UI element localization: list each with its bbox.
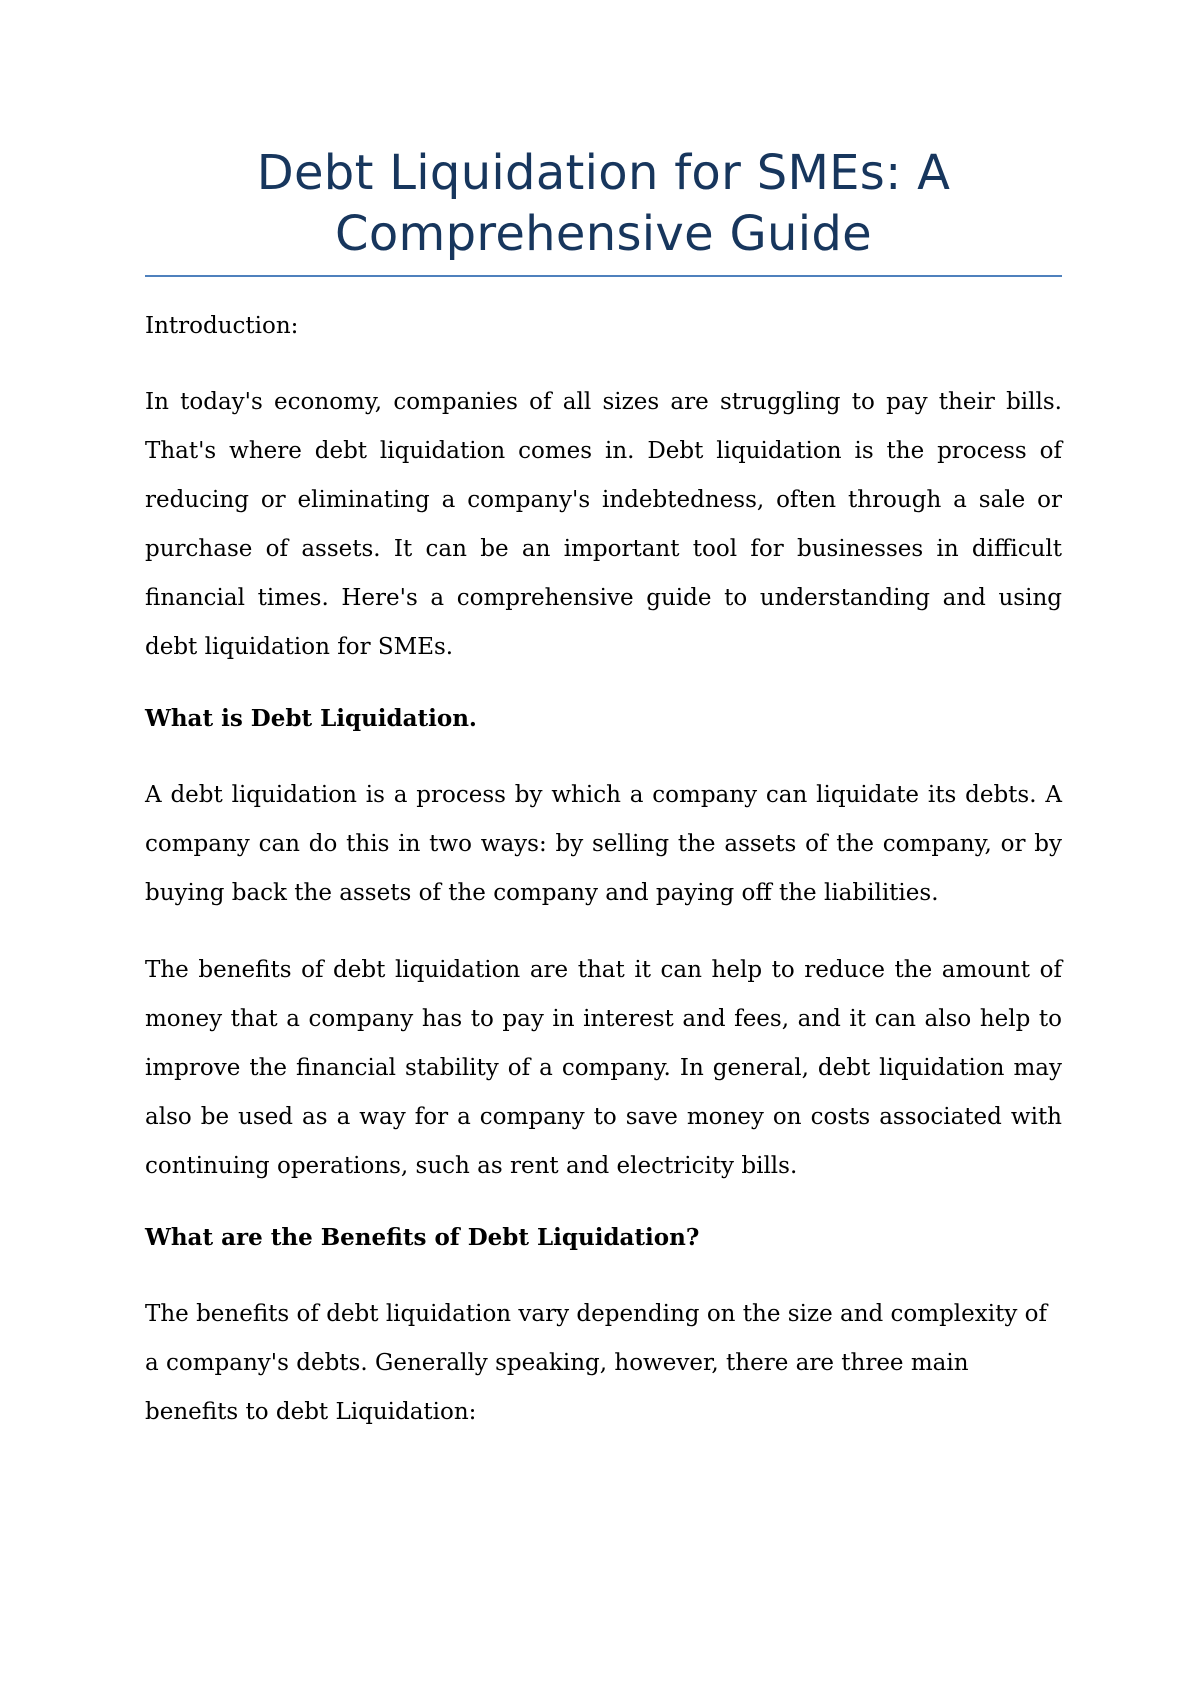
benefits-overview-paragraph: The benefits of debt liquidation are that it can help to reduce the amount of money that a company has to pay in interest and fees, and it can also help to improve the financial stability of a company. In general, debt liquidation may also be used as a way for a company to save money on costs associated with continuing operations, such as rent and electricity bills. — [145, 957, 1062, 1179]
heading-benefits: What are the Benefits of Debt Liquidation? — [145, 1224, 700, 1251]
benefits-paragraph: The benefits of debt liquidation vary depending on the size and complexity of a company's debts. Generally speaking, however, there are three main benefits to debt Liquidation: — [145, 1301, 1048, 1425]
title-block — [145, 143, 1062, 265]
heading-what-is-debt-liquidation: What is Debt Liquidation. — [145, 705, 477, 732]
document-body — [145, 307, 1062, 1465]
title-underline-divider — [145, 275, 1062, 277]
what-is-paragraph: A debt liquidation is a process by which a company can liquidate its debts. A company can do this in two ways: by selling the assets of the company, or by buying back the assets of the company and paying off the liabilities. — [145, 782, 1062, 906]
intro-paragraph: In today's economy, companies of all sizes are struggling to pay their bills. That's where debt liquidation comes in. Debt liquidation is the process of reducing or eliminating a company's indebtedness, often through a sale or purchase of assets. It can be an important tool for businesses in difficult financial times. Here's a comprehensive guide to understanding and using debt liquidation for SMEs. — [145, 389, 1062, 660]
document-title: Debt Liquidation for SMEs: A Comprehensive Guide — [256, 145, 951, 262]
intro-label: Introduction: — [145, 313, 299, 339]
